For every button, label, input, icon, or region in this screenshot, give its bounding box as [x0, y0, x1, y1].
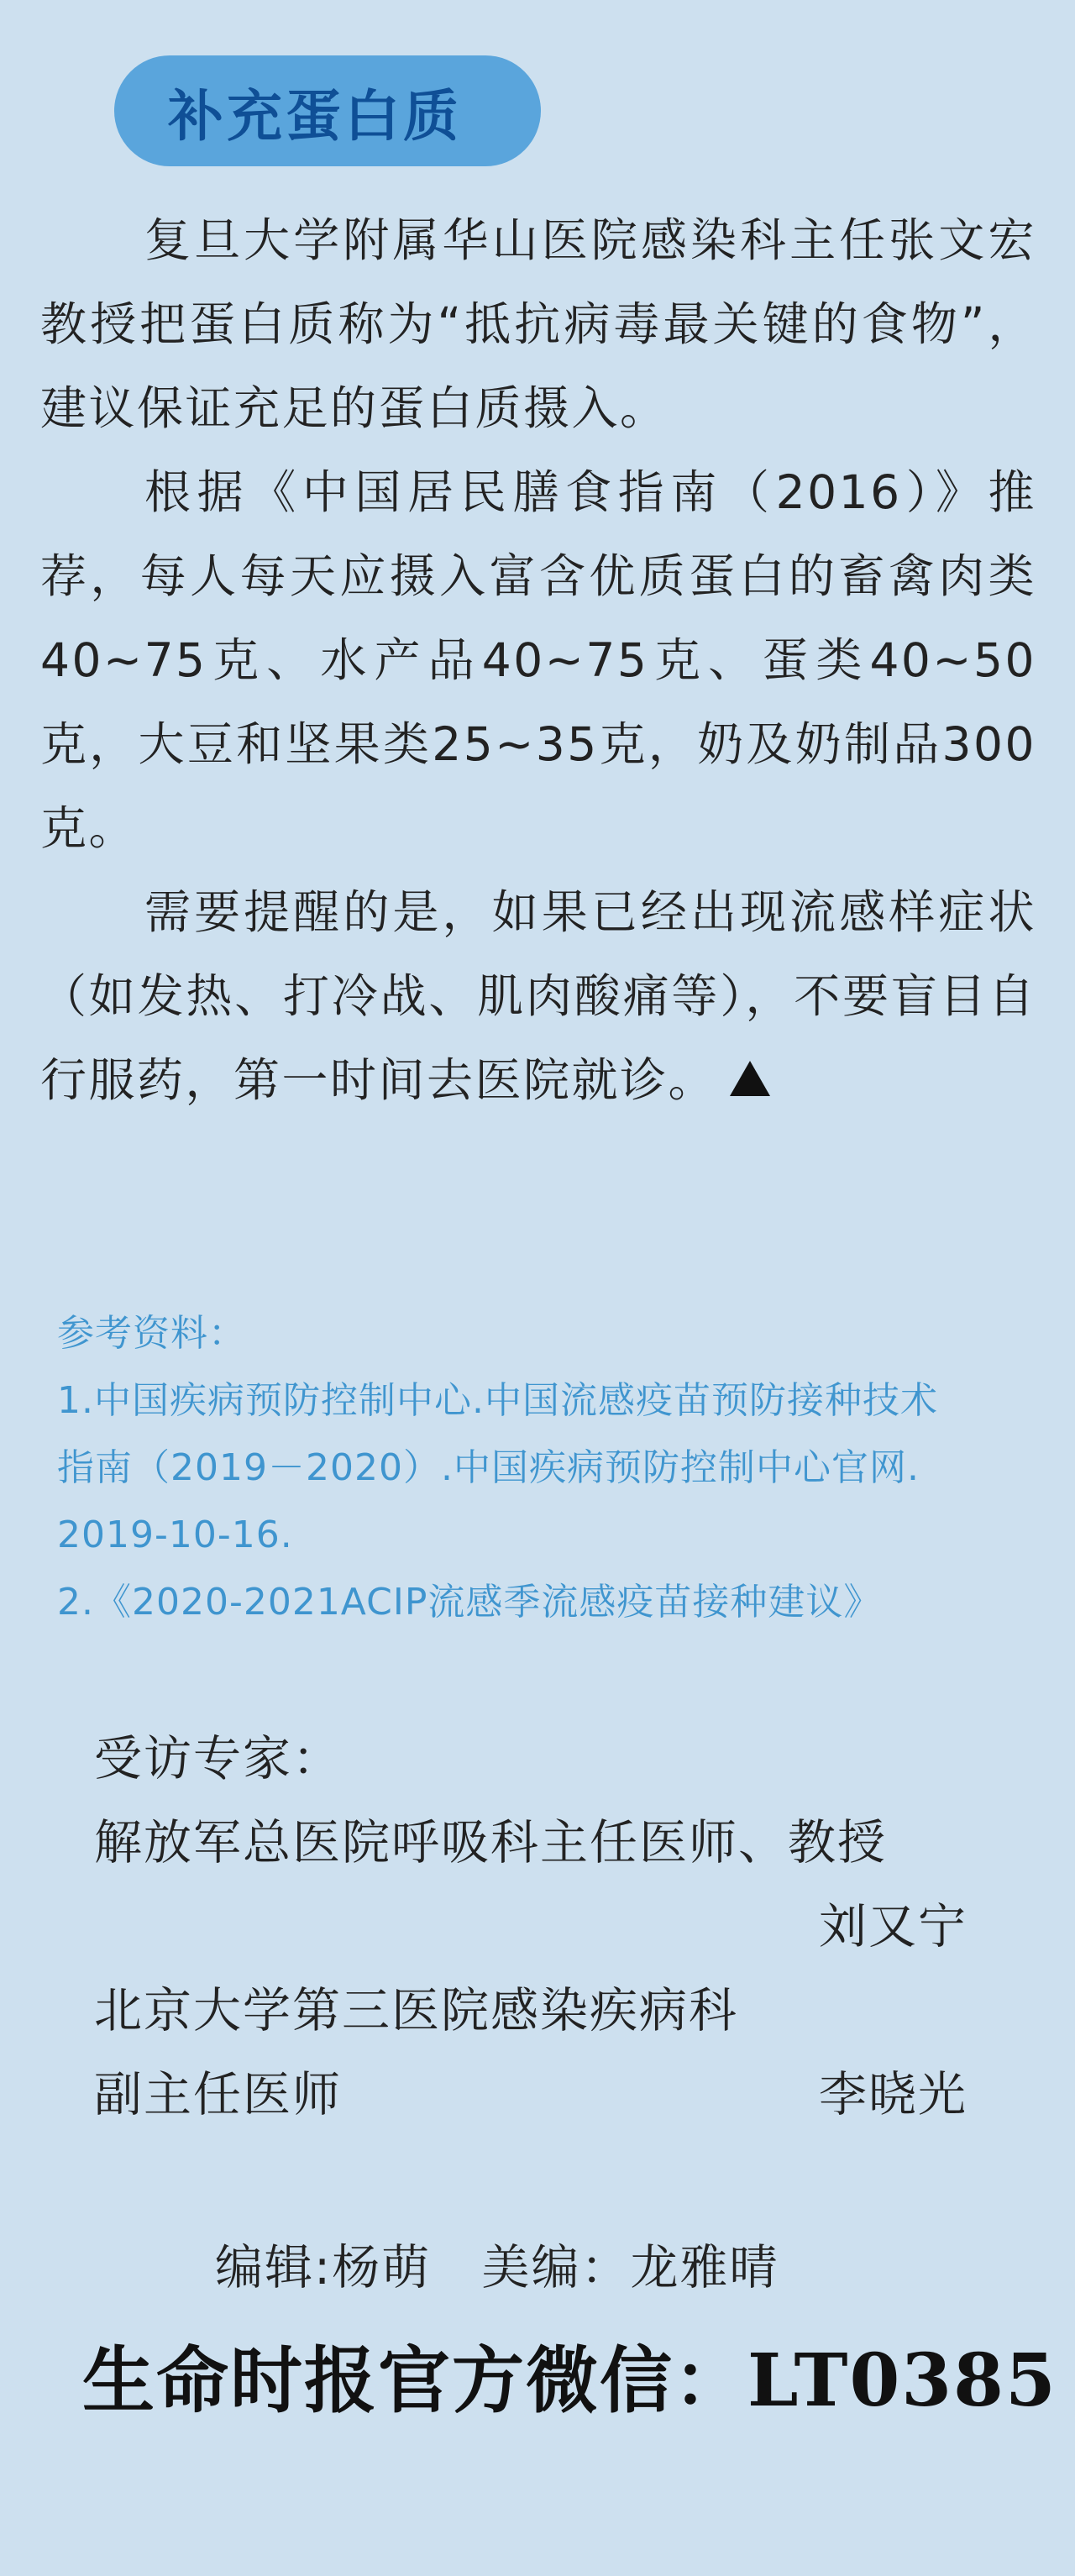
references-heading: 参考资料：	[57, 1312, 246, 1355]
reference-line: 2.《2020-2021ACIP流感季流感疫苗接种建议》	[57, 1581, 882, 1624]
reference-line: 指南（2019－2020）.中国疾病预防控制中心官网.	[57, 1446, 920, 1489]
wechat-official-account: 生命时报官方微信：LT0385	[82, 2338, 1057, 2423]
paragraph-dietary-guidelines: 根据《中国居民膳食指南（2016）》推荐，每人每天应摄入富含优质蛋白的畜禽肉类40~75克、水产品40~75克、蛋类40~50克，大豆和坚果类25~35克，奶及奶制品300克。	[40, 465, 1036, 855]
reference-line: 1.中国疾病预防控制中心.中国流感疫苗预防接种技术	[57, 1379, 938, 1422]
section-title-badge	[114, 55, 541, 166]
interviewed-experts	[94, 1717, 968, 2137]
paragraph-symptom-warning	[40, 870, 1036, 1122]
references-section	[57, 1300, 1048, 1636]
editor-credits: 编辑:杨萌 美编：龙雅晴	[215, 2240, 779, 2295]
section-title: 补充蛋白质	[168, 83, 462, 149]
expert2-name: 李晓光	[819, 2067, 968, 2122]
reference-line: 2019-10-16.	[57, 1514, 293, 1556]
article-body	[40, 198, 1036, 1122]
triangle-icon	[730, 1061, 770, 1096]
expert1-name: 刘又宁	[819, 1899, 968, 1954]
paragraph-protein-intake: 复旦大学附属华山医院感染科主任张文宏教授把蛋白质称为“抵抗病毒最关键的食物”，建议保证充足的蛋白质摄入。	[40, 213, 1036, 435]
expert2-title-row	[94, 2053, 968, 2137]
expert2-title-line1: 北京大学第三医院感染疾病科	[94, 1983, 738, 2038]
expert1-name-row	[94, 1885, 968, 1969]
expert1-title: 解放军总医院呼吸科主任医师、教授	[94, 1815, 887, 1870]
expert2-title-line2: 副主任医师	[94, 2067, 342, 2122]
paragraph-symptom-warning-text: 需要提醒的是，如果已经出现流感样症状（如发热、打冷战、肌肉酸痛等），不要盲目自行服药，第一时间去医院就诊。	[40, 885, 1036, 1107]
experts-heading: 受访专家：	[94, 1731, 342, 1786]
